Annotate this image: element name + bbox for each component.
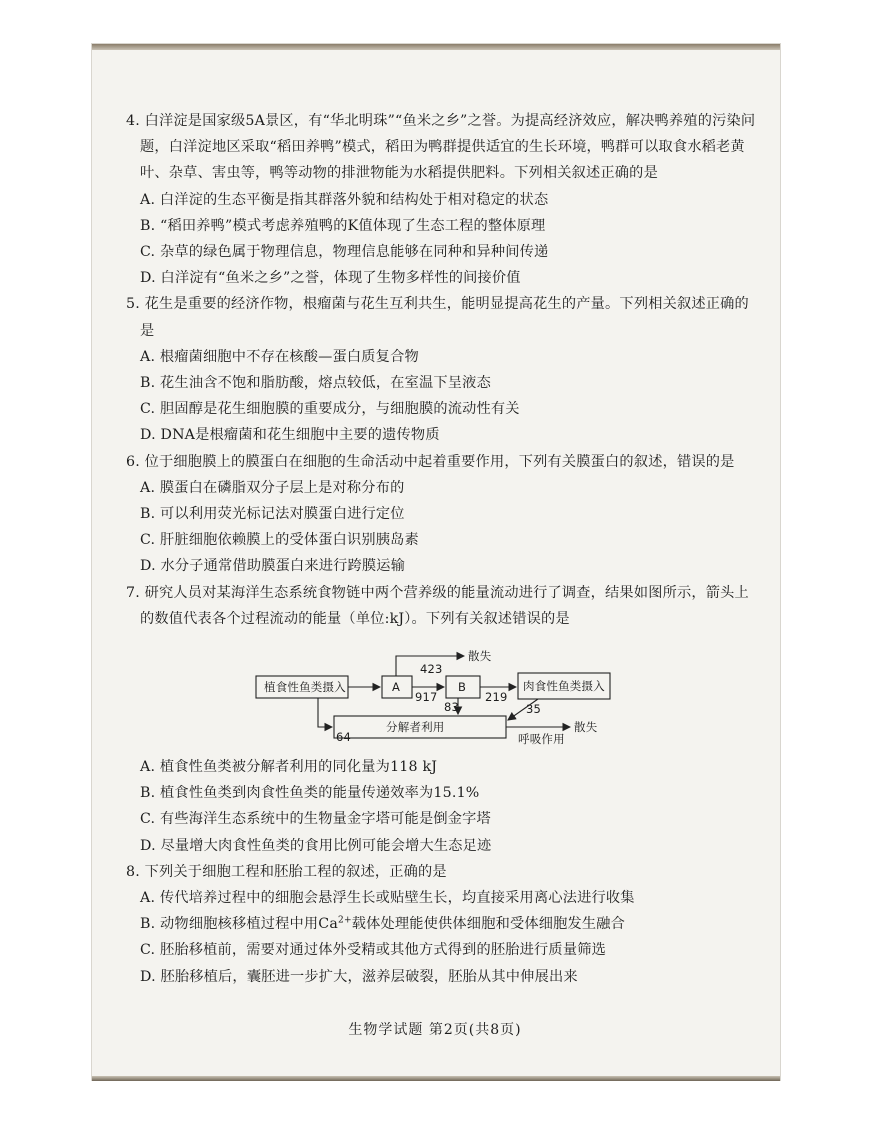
paper-bottom-edge bbox=[92, 1076, 780, 1081]
label-dissipate-top: 散失 bbox=[468, 649, 492, 664]
value-917: 917 bbox=[415, 690, 438, 705]
question-7-stem: 7. 研究人员对某海洋生态系统食物链中两个营养级的能量流动进行了调查，结果如图所示，箭头上的数值代表各个过程流动的能量（单位:kJ）。下列有关叙述错误的是 bbox=[126, 584, 749, 627]
value-64: 64 bbox=[336, 730, 352, 745]
value-35: 35 bbox=[526, 702, 542, 717]
question-8-stem: 8. 下列关于细胞工程和胚胎工程的叙述，正确的是 bbox=[126, 863, 447, 880]
question-8-option-d: D. 胚胎移植后，囊胚进一步扩大，滋养层破裂，胚胎从其中伸展出来 bbox=[140, 968, 578, 985]
question-5 bbox=[126, 291, 761, 448]
question-8-option-b-pre: B. 动物细胞核移植过程中用Ca bbox=[140, 916, 339, 933]
label-respiration: 呼吸作用 bbox=[518, 732, 565, 747]
paper-top-edge bbox=[92, 44, 780, 50]
label-dissipate-bottom: 散失 bbox=[574, 720, 598, 735]
value-423: 423 bbox=[420, 662, 443, 677]
question-6-option-d: D. 水分子通常借助膜蛋白来进行跨膜运输 bbox=[140, 558, 406, 575]
question-8-option-b bbox=[126, 911, 761, 937]
value-83: 83 bbox=[444, 700, 460, 715]
question-7-option-b: B. 植食性鱼类到肉食性鱼类的能量传递效率为15.1% bbox=[140, 785, 480, 802]
energy-flow-diagram bbox=[146, 640, 706, 748]
question-7-option-c: C. 有些海洋生态系统中的生物量金字塔可能是倒金字塔 bbox=[140, 811, 491, 828]
question-7 bbox=[126, 580, 761, 859]
question-8-option-c: C. 胚胎移植前，需要对通过体外受精或其他方式得到的胚胎进行质量筛选 bbox=[140, 942, 606, 959]
question-7-option-d: D. 尽量增大肉食性鱼类的食用比例可能会增大生态足迹 bbox=[140, 837, 492, 854]
question-4-option-a: A. 白洋淀的生态平衡是指其群落外貌和结构处于相对稳定的状态 bbox=[140, 191, 549, 208]
question-5-stem: 5. 花生是重要的经济作物，根瘤菌与花生互利共生，能明显提高花生的产量。下列相关叙述正确的是 bbox=[126, 296, 749, 339]
question-5-option-b: B. 花生油含不饱和脂肪酸，熔点较低，在室温下呈液态 bbox=[140, 375, 491, 392]
question-8-option-b-post: 载体处理能使供体细胞和受体细胞发生融合 bbox=[351, 916, 626, 933]
question-6-option-a: A. 膜蛋白在磷脂双分子层上是对称分布的 bbox=[140, 479, 405, 496]
question-4-option-d: D. 白洋淀有“鱼米之乡”之誉，体现了生物多样性的间接价值 bbox=[140, 270, 521, 287]
label-a: A bbox=[392, 680, 401, 695]
question-8-option-a: A. 传代培养过程中的细胞会悬浮生长或贴壁生长，均直接采用离心法进行收集 bbox=[140, 890, 635, 907]
value-219: 219 bbox=[485, 690, 508, 705]
question-4-option-c: C. 杂草的绿色属于物理信息，物理信息能够在同种和异种间传递 bbox=[140, 244, 549, 261]
question-8-option-b-superscript: 2+ bbox=[338, 915, 352, 926]
question-5-option-c: C. 胆固醇是花生细胞膜的重要成分，与细胞膜的流动性有关 bbox=[140, 401, 520, 418]
page-footer: 生物学试题 第2页(共8页) bbox=[348, 1022, 522, 1038]
question-8 bbox=[126, 859, 761, 990]
question-4-option-b: B. “稻田养鸭”模式考虑养殖鸭的K值体现了生态工程的整体原理 bbox=[140, 217, 546, 234]
label-herbivore-intake: 植食性鱼类摄入 bbox=[264, 680, 346, 695]
question-5-option-a: A. 根瘤菌细胞中不存在核酸—蛋白质复合物 bbox=[140, 348, 419, 365]
question-5-option-d: D. DNA是根瘤菌和花生细胞中主要的遗传物质 bbox=[140, 427, 440, 444]
question-content bbox=[126, 108, 761, 990]
label-b: B bbox=[458, 680, 467, 695]
label-decomposer: 分解者利用 bbox=[386, 720, 445, 735]
question-4-stem: 4. 白洋淀是国家级5A景区，有“华北明珠”“鱼米之乡”之誉。为提高经济效应，解决鸭养殖的污染问题，白洋淀地区采取“稻田养鸭”模式，稻田为鸭群提供适宜的生长环境，鸭群可以取食水稻老黄叶、杂草、害虫等，鸭等动物的排泄物能为水稻提供肥料。下列相关叙述正确的是 bbox=[126, 113, 756, 182]
question-4 bbox=[126, 108, 761, 291]
question-6-option-c: C. 肝脏细胞依赖膜上的受体蛋白识别胰岛素 bbox=[140, 532, 419, 549]
question-6-option-b: B. 可以利用荧光标记法对膜蛋白进行定位 bbox=[140, 506, 405, 523]
question-6-stem: 6. 位于细胞膜上的膜蛋白在细胞的生命活动中起着重要作用，下列有关膜蛋白的叙述，错误的是 bbox=[126, 453, 735, 470]
question-7-option-a: A. 植食性鱼类被分解者利用的同化量为118 kJ bbox=[140, 759, 438, 776]
label-carnivore-intake: 肉食性鱼类摄入 bbox=[523, 679, 605, 694]
question-6 bbox=[126, 449, 761, 580]
